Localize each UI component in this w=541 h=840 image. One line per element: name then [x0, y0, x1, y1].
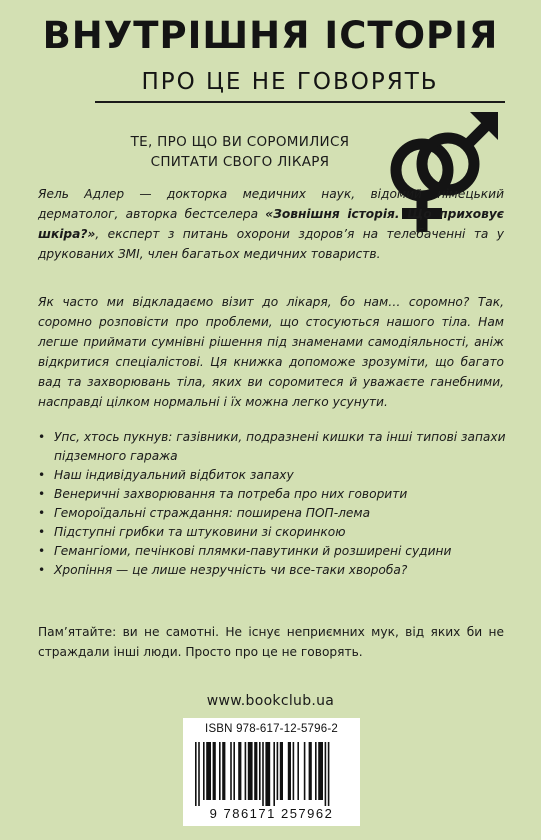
- bullet-icon: •: [38, 430, 46, 444]
- bullet-icon: •: [38, 468, 46, 482]
- author-bestseller-title: «Зовнішня історія. Що приховує шкіра?»: [38, 207, 504, 241]
- list-item: • Наш індивідуальний відбиток запаху: [38, 466, 508, 485]
- book-title: ВНУТРІШНЯ ІСТОРІЯ: [42, 14, 499, 57]
- list-item: • Гемангіоми, печінкові плямки-павутинки й розширені судини: [38, 542, 508, 561]
- author-bio-before: Яель Адлер — докторка медичних наук, відомий німецький дерматолог, авторка бестселера: [38, 187, 504, 221]
- barcode-bar: [248, 742, 253, 800]
- barcode-bar: [230, 742, 232, 800]
- barcode-bar: [206, 742, 211, 800]
- barcode-bar: [195, 742, 197, 806]
- book-subtitle: ПРО ЦЕ НЕ ГОВОРЯТЬ: [141, 69, 439, 95]
- list-item: • Упс, хтось пукнув: газівники, подразнені кишки та інші типові запахи підземного гаража: [38, 430, 506, 463]
- ean-digits: 9 786171 257962: [209, 806, 334, 821]
- author-bio-after: , експерт з питань охорони здоров’я на телебаченні та у друкованих ЗМІ, член багатьох медичних товариств.: [38, 227, 504, 261]
- barcode-bar: [262, 742, 264, 806]
- barcode-bar: [304, 742, 306, 800]
- barcode-bar: [273, 742, 275, 806]
- barcode-bar: [309, 742, 312, 800]
- barcode-bar: [259, 742, 261, 800]
- topics-list: [38, 428, 508, 580]
- barcode-bar: [315, 742, 317, 800]
- list-item: • Підступні грибки та штуковини зі скоринкою: [38, 523, 508, 542]
- barcode-bar: [277, 742, 279, 800]
- barcode-bar: [297, 742, 299, 800]
- bullet-icon: •: [38, 525, 46, 539]
- tagline-line-1: ТЕ, ПРО ЩО ВИ СОРОМИЛИСЯ: [130, 134, 350, 150]
- tagline-line-2: СПИТАТИ СВОГО ЛІКАРЯ: [150, 154, 330, 170]
- list-item: • Венеричні захворювання та потреба про них говорити: [38, 485, 508, 504]
- barcode-bar: [222, 742, 225, 800]
- barcode-bar: [318, 742, 323, 800]
- bullet-icon: •: [38, 506, 46, 520]
- barcode-bar: [325, 742, 327, 806]
- barcode-bar: [219, 742, 221, 800]
- list-item: • Хропіння — це лише незручність чи все-таки хвороба?: [38, 561, 508, 580]
- barcode-bar: [198, 742, 200, 806]
- barcode-bar: [254, 742, 257, 800]
- closing-paragraph: Пам’ятайте: ви не самотні. Не існує неприємних мук, від яких би не страждали інші люди. Просто про це не говорять.: [38, 625, 504, 659]
- isbn-number: ISBN 978-617-12-5796-2: [205, 723, 338, 735]
- barcode-bar: [245, 742, 247, 800]
- list-item: • Гемороїдальні страждання: поширена ПОП-лема: [38, 504, 508, 523]
- barcode-bar: [203, 742, 205, 800]
- barcode-bar: [288, 742, 291, 800]
- barcode-bar: [238, 742, 241, 800]
- barcode: [193, 742, 350, 806]
- bullet-icon: •: [38, 487, 46, 501]
- barcode-bar: [233, 742, 235, 800]
- barcode-bar: [265, 742, 270, 806]
- book-description: Як часто ми відкладаємо візит до лікаря, бо нам… соромно? Так, соромно розповісти про проблеми, що стосуються нашого тіла. Нам легше приймати сумнівні рішення під знаменами самодіяльності, аніж відкритися спеціалістові. Ця книжка допоможе зрозуміти, що багато вад та захворювань тіла, яких ви соромитеся й уважаєте ганебними, насправді цілком нормальні і їх можна легко усунути.: [38, 295, 504, 409]
- bullet-icon: •: [38, 563, 46, 577]
- tagline: [120, 132, 360, 172]
- barcode-bar: [328, 742, 330, 806]
- barcode-bar: [213, 742, 216, 800]
- subtitle-underline: [95, 101, 505, 103]
- barcode-label: [183, 718, 360, 826]
- barcode-bar: [293, 742, 295, 800]
- barcode-bar: [280, 742, 283, 800]
- publisher-website: www.bookclub.ua: [206, 693, 335, 709]
- bullet-icon: •: [38, 544, 46, 558]
- author-bio: [38, 184, 504, 264]
